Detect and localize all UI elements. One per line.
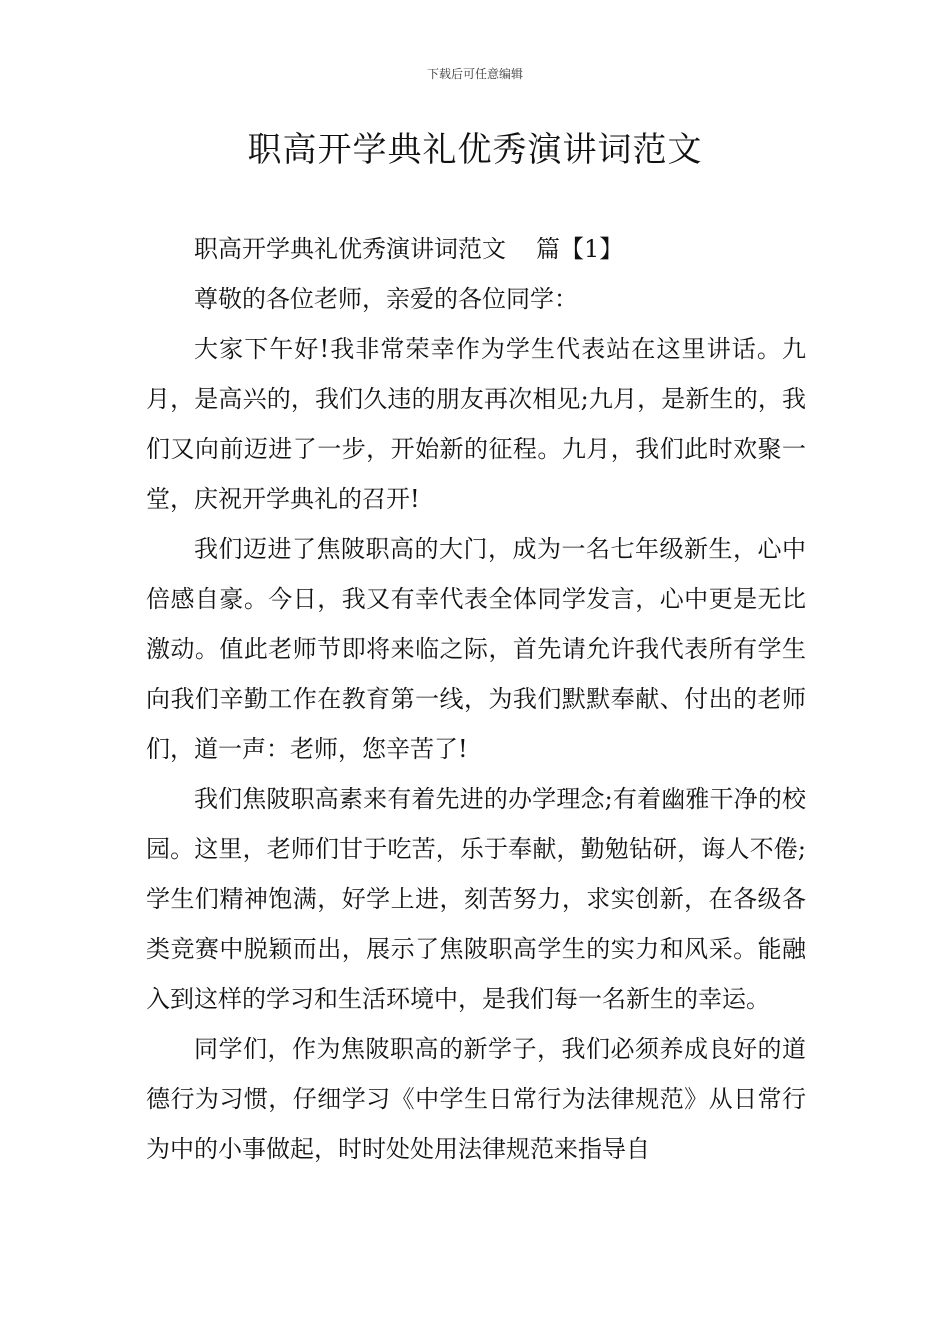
paragraph: 大家下午好!我非常荣幸作为学生代表站在这里讲话。九月，是高兴的，我们久违的朋友再次相见;九月，是新生的，我们又向前迈进了一步，开始新的征程。九月，我们此时欢聚一堂，庆祝开学典礼的召开! <box>146 335 806 513</box>
paragraph: 同学们，作为焦陂职高的新学子，我们必须养成良好的道德行为习惯，仔细学习《中学生日常行为法律规范》从日常行为中的小事做起，时时处处用法律规范来指导自 <box>146 1035 806 1163</box>
document-title: 职高开学典礼优秀演讲词范文 <box>247 130 703 170</box>
document-body <box>146 224 806 1174</box>
document-subtitle <box>146 224 806 274</box>
paragraph-salutation: 尊敬的各位老师，亲爱的各位同学： <box>194 285 578 313</box>
paragraph: 我们焦陂职高素来有着先进的办学理念;有着幽雅干净的校园。这里，老师们甘于吃苦，乐于奉献，勤勉钻研，诲人不倦;学生们精神饱满，好学上进，刻苦努力，求实创新，在各级各类竞赛中脱颖而出，展示了焦陂职高学生的实力和风采。能融入到这样的学习和生活环境中，是我们每一名新生的幸运。 <box>146 785 806 1013</box>
paragraph: 我们迈进了焦陂职高的大门，成为一名七年级新生，心中倍感自豪。今日，我又有幸代表全体同学发言，心中更是无比激动。值此老师节即将来临之际，首先请允许我代表所有学生向我们辛勤工作在教育第一线，为我们默默奉献、付出的老师们，道一声：老师，您辛苦了! <box>146 535 806 763</box>
subtitle-main: 职高开学典礼优秀演讲词范文 <box>194 235 506 263</box>
subtitle-part: 篇【1】 <box>536 235 624 263</box>
header-note: 下载后可任意编辑 <box>426 67 523 81</box>
